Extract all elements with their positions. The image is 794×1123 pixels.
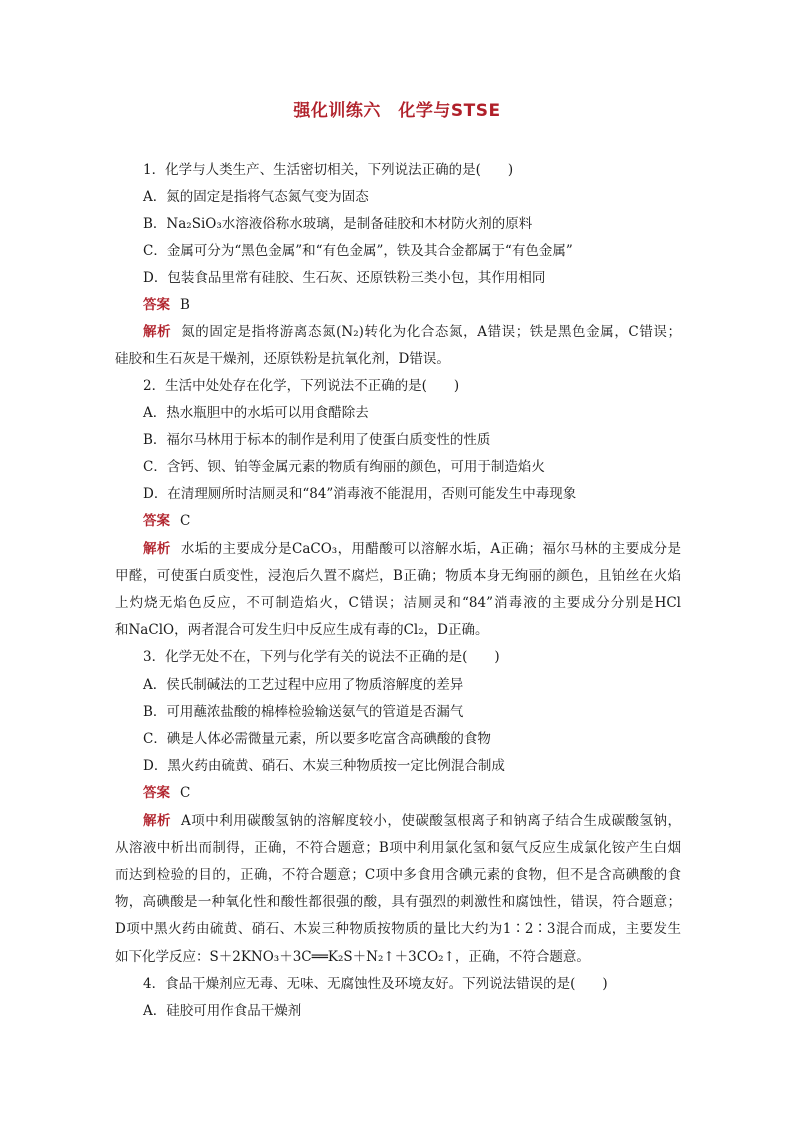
question-3-analysis-line: D项中黑火药由硫黄、硝石、木炭三种物质按物质的量比大约为1∶2∶3混合而成，主要发生 [115, 921, 681, 937]
analysis-text: 氮的固定是指将游离态氮(N₂)转化为化合态氮，A错误；铁是黑色金属，C错误； [181, 324, 681, 340]
answer-label: 答案 [143, 785, 170, 801]
question-1-answer [143, 295, 190, 315]
question-3-option-b: B．可用蘸浓盐酸的棉棒检验输送氨气的管道是否漏气 [143, 704, 464, 720]
answer-label: 答案 [143, 513, 170, 529]
question-3-stem: 3．化学无处不在，下列与化学有关的说法不正确的是( ) [143, 649, 500, 665]
answer-label: 答案 [143, 297, 170, 313]
question-3-option-a: A．侯氏制碱法的工艺过程中应用了物质溶解度的差异 [143, 677, 464, 693]
answer-value: C [180, 513, 191, 529]
question-1-option-b: B．Na₂SiO₃水溶液俗称水玻璃，是制备硅胶和木材防火剂的原料 [143, 216, 533, 232]
question-2-option-c: C．含钙、钡、铂等金属元素的物质有绚丽的颜色，可用于制造焰火 [143, 459, 545, 475]
question-2-analysis-line: 和NaClO，两者混合可发生归中反应生成有毒的Cl₂，D正确。 [115, 622, 489, 638]
question-1-analysis-line [143, 322, 681, 342]
question-3-answer [143, 783, 190, 803]
analysis-label: 解析 [143, 813, 172, 829]
question-2-option-a: A．热水瓶胆中的水垢可以用食醋除去 [143, 405, 369, 421]
question-1-stem: 1．化学与人类生产、生活密切相关，下列说法正确的是( ) [143, 162, 514, 178]
question-2-option-d: D．在清理厕所时洁厕灵和“84”消毒液不能混用，否则可能发生中毒现象 [143, 486, 577, 502]
question-2-analysis-line [143, 539, 681, 559]
question-1-analysis-line: 硅胶和生石灰是干燥剂，还原铁粉是抗氧化剂，D错误。 [115, 351, 450, 367]
question-1-option-d: D．包装食品里常有硅胶、生石灰、还原铁粉三类小包，其作用相同 [143, 270, 546, 286]
question-2-stem: 2．生活中处处存在化学，下列说法不正确的是( ) [143, 378, 460, 394]
question-3-analysis-line: 而达到检验的目的，正确，不符合题意；C项中多食用含碘元素的食物，但不是含高碘酸的食 [115, 867, 681, 883]
question-3-analysis-line: 物，高碘酸是一种氧化性和酸性都很强的酸，具有强烈的刺激性和腐蚀性，错误，符合题意； [115, 894, 681, 910]
question-3-option-c: C．碘是人体必需微量元素，所以要多吃富含高碘酸的食物 [143, 731, 491, 747]
question-1-option-a: A．氮的固定是指将气态氮气变为固态 [143, 189, 369, 205]
page-title: 强化训练六 化学与STSE [293, 101, 501, 121]
answer-value: B [180, 297, 190, 313]
question-2-answer [143, 511, 190, 531]
question-4-option-a: A．硅胶可用作食品干燥剂 [143, 1003, 302, 1019]
question-2-option-b: B．福尔马林用于标本的制作是利用了使蛋白质变性的性质 [143, 432, 491, 448]
question-2-analysis-line: 甲醛，可使蛋白质变性，浸泡后久置不腐烂，B正确；物质本身无绚丽的颜色，且铂丝在火焰 [115, 568, 681, 584]
answer-value: C [180, 785, 191, 801]
question-3-analysis-line [143, 811, 681, 831]
question-2-analysis-line: 上灼烧无焰色反应，不可制造焰火，C错误；洁厕灵和“84”消毒液的主要成分分别是HCl [115, 595, 681, 611]
question-4-stem: 4．食品干燥剂应无毒、无味、无腐蚀性及环境友好。下列说法错误的是( ) [143, 976, 608, 992]
analysis-label: 解析 [143, 324, 172, 340]
question-3-analysis-line: 从溶液中析出而制得，正确，不符合题意；B项中利用氯化氢和氨气反应生成氯化铵产生白烟 [115, 840, 681, 856]
analysis-label: 解析 [143, 541, 171, 557]
question-3-analysis-line: 如下化学反应：S＋2KNO₃＋3C══K₂S＋N₂↑＋3CO₂↑，正确，不符合题意。 [115, 949, 590, 965]
question-1-option-c: C．金属可分为“黑色金属”和“有色金属”，铁及其合金都属于“有色金属” [143, 243, 573, 259]
question-3-option-d: D．黑火药由硫黄、硝石、木炭三种物质按一定比例混合制成 [143, 758, 505, 774]
analysis-text: 水垢的主要成分是CaCO₃，用醋酸可以溶解水垢，A正确；福尔马林的主要成分是 [180, 541, 681, 557]
analysis-text: A项中利用碳酸氢钠的溶解度较小，使碳酸氢根离子和钠离子结合生成碳酸氢钠， [181, 813, 681, 829]
